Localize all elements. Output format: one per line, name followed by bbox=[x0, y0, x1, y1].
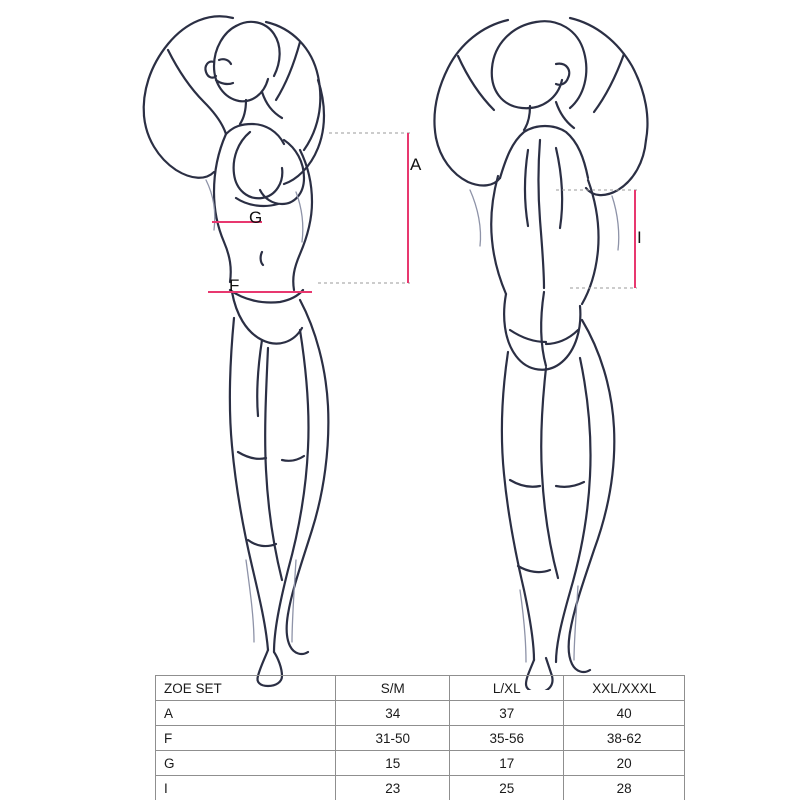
row-label-a: A bbox=[156, 701, 336, 726]
measure-label-i: I bbox=[637, 228, 642, 247]
table-header-row bbox=[156, 676, 685, 701]
table-header-sm: S/M bbox=[336, 676, 450, 701]
cell-f-sm: 31-50 bbox=[336, 726, 450, 751]
cell-a-lxl: 37 bbox=[450, 701, 564, 726]
table-row bbox=[156, 751, 685, 776]
measure-label-g: G bbox=[249, 208, 263, 227]
cell-f-lxl: 35-56 bbox=[450, 726, 564, 751]
measure-label-f: F bbox=[229, 276, 240, 295]
cell-f-xxl: 38-62 bbox=[564, 726, 685, 751]
table-header-title: ZOE SET bbox=[156, 676, 336, 701]
measure-label-a: A bbox=[410, 155, 422, 174]
size-table bbox=[155, 675, 685, 800]
cell-g-sm: 15 bbox=[336, 751, 450, 776]
cell-g-xxl: 20 bbox=[564, 751, 685, 776]
table-header-xxl: XXL/XXXL bbox=[564, 676, 685, 701]
cell-i-xxl: 28 bbox=[564, 776, 685, 800]
cell-a-xxl: 40 bbox=[564, 701, 685, 726]
row-label-g: G bbox=[156, 751, 336, 776]
row-label-f: F bbox=[156, 726, 336, 751]
table-row bbox=[156, 726, 685, 751]
cell-i-sm: 23 bbox=[336, 776, 450, 800]
table-row bbox=[156, 701, 685, 726]
cell-i-lxl: 25 bbox=[450, 776, 564, 800]
cell-a-sm: 34 bbox=[336, 701, 450, 726]
cell-g-lxl: 17 bbox=[450, 751, 564, 776]
table-row bbox=[156, 776, 685, 800]
table-header-lxl: L/XL bbox=[450, 676, 564, 701]
row-label-i: I bbox=[156, 776, 336, 800]
